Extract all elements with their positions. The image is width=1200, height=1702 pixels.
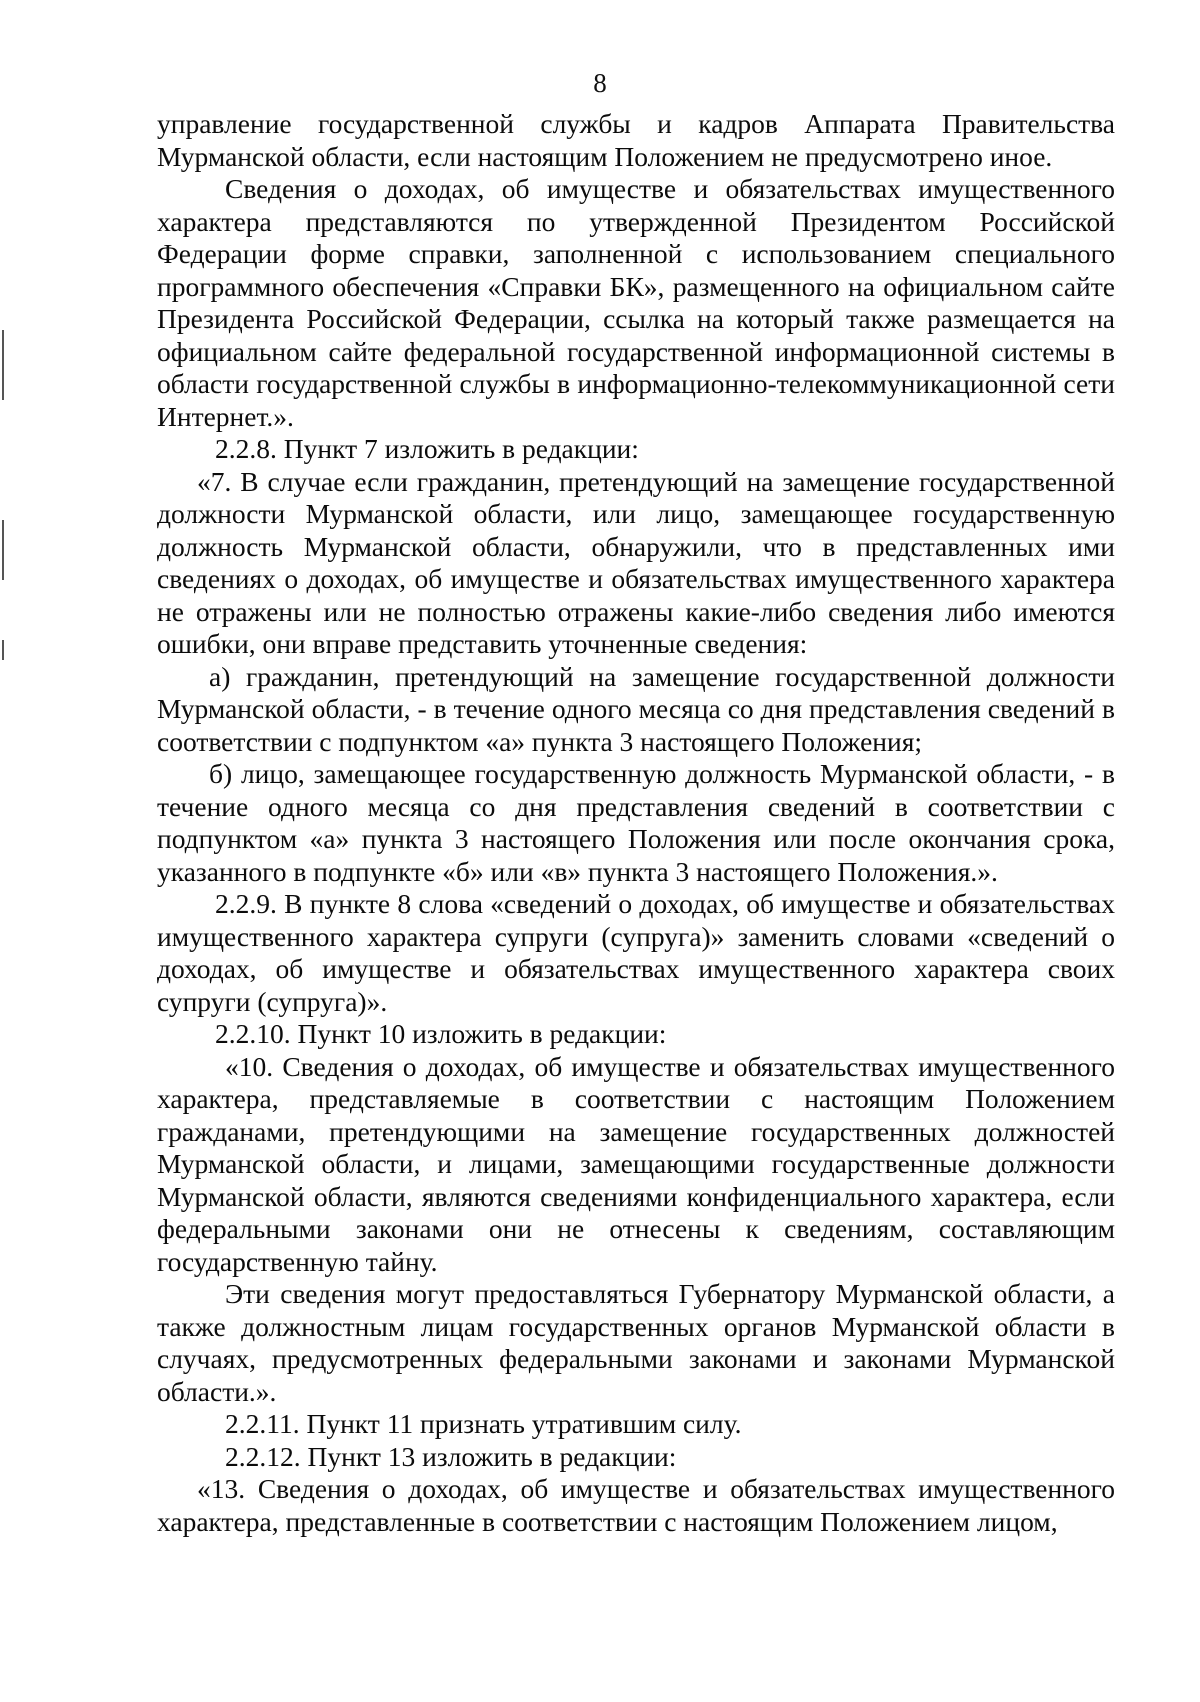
paragraph-p10: Эти сведения могут предоставляться Губернатору Мурманской области, а также должностным лицам государственных органов Мурманской области в случаях, предусмотренных федеральными законами и законами Мурманской области.». — [157, 1278, 1115, 1407]
paragraph-p8: 2.2.10. Пункт 10 изложить в редакции: — [215, 1018, 667, 1049]
paragraph-p6: б) лицо, замещающее государственную должность Мурманской области, - в течение одного месяца со дня представления сведений в соответствии с подпунктом «а» пункта 3 настоящего Положения или после окончания срока, указанного в подпункте «б» или «в» пункта 3 настоящего Положения.». — [157, 758, 1115, 887]
page-number: 8 — [593, 68, 607, 98]
paragraph-p7: 2.2.9. В пункте 8 слова «сведений о доходах, об имуществе и обязательствах имущественного характера супруги (супруга)» заменить словами «сведений о доходах, об имуществе и обязательствах имущественного характера своих супруги (супруга)». — [157, 888, 1115, 1017]
paragraph-p13: «13. Сведения о доходах, об имуществе и обязательствах имущественного характера, представленные в соответствии с настоящим Положением лицом, — [157, 1473, 1115, 1537]
paragraph-p9: «10. Сведения о доходах, об имуществе и обязательствах имущественного характера, представляемые в соответствии с настоящим Положением гражданами, претендующими на замещение государственных должностей Мурманской области, и лицами, замещающими государственные должности Мурманской области, являются сведениями конфиденциального характера, если федеральными законами они не отнесены к сведениям, составляющим государственную тайну. — [157, 1050, 1115, 1277]
paragraph-p12: 2.2.12. Пункт 13 изложить в редакции: — [225, 1440, 677, 1472]
scan-edge-mark — [2, 520, 4, 580]
paragraph-p11: 2.2.11. Пункт 11 признать утратившим силу. — [225, 1408, 742, 1439]
document-body — [157, 108, 1115, 1538]
paragraph-p3: 2.2.8. Пункт 7 изложить в редакции: — [215, 433, 639, 464]
scan-edge-mark — [2, 640, 4, 660]
scan-edge-mark — [2, 330, 4, 400]
paragraph-p2: Сведения о доходах, об имуществе и обязательствах имущественного характера представляются по утвержденной Президентом Российской Федерации форме справки, заполненной с использованием специального программного обеспечения «Справки БК», размещенного на официальном сайте Президента Российской Федерации, ссылка на который также размещается на официальном сайте федеральной государственной информационной системы в области государственной службы в информационно-телекоммуникационной сети Интернет.». — [157, 173, 1115, 432]
paragraph-p5: а) гражданин, претендующий на замещение государственной должности Мурманской области, - в течение одного месяца со дня представления сведений в соответствии с подпунктом «а» пункта 3 настоящего Положения; — [157, 660, 1115, 757]
paragraph-p1: управление государственной службы и кадров Аппарата Правительства Мурманской области, если настоящим Положением не предусмотрено иное. — [157, 108, 1115, 172]
paragraph-p4: «7. В случае если гражданин, претендующий на замещение государственной должности Мурманской области, или лицо, замещающее государственную должность Мурманской области, обнаружили, что в представленных ими сведениях о доходах, об имуществе и обязательствах имущественного характера не отражены или не полностью отражены какие-либо сведения либо имеются ошибки, они вправе представить уточненные сведения: — [157, 465, 1115, 659]
